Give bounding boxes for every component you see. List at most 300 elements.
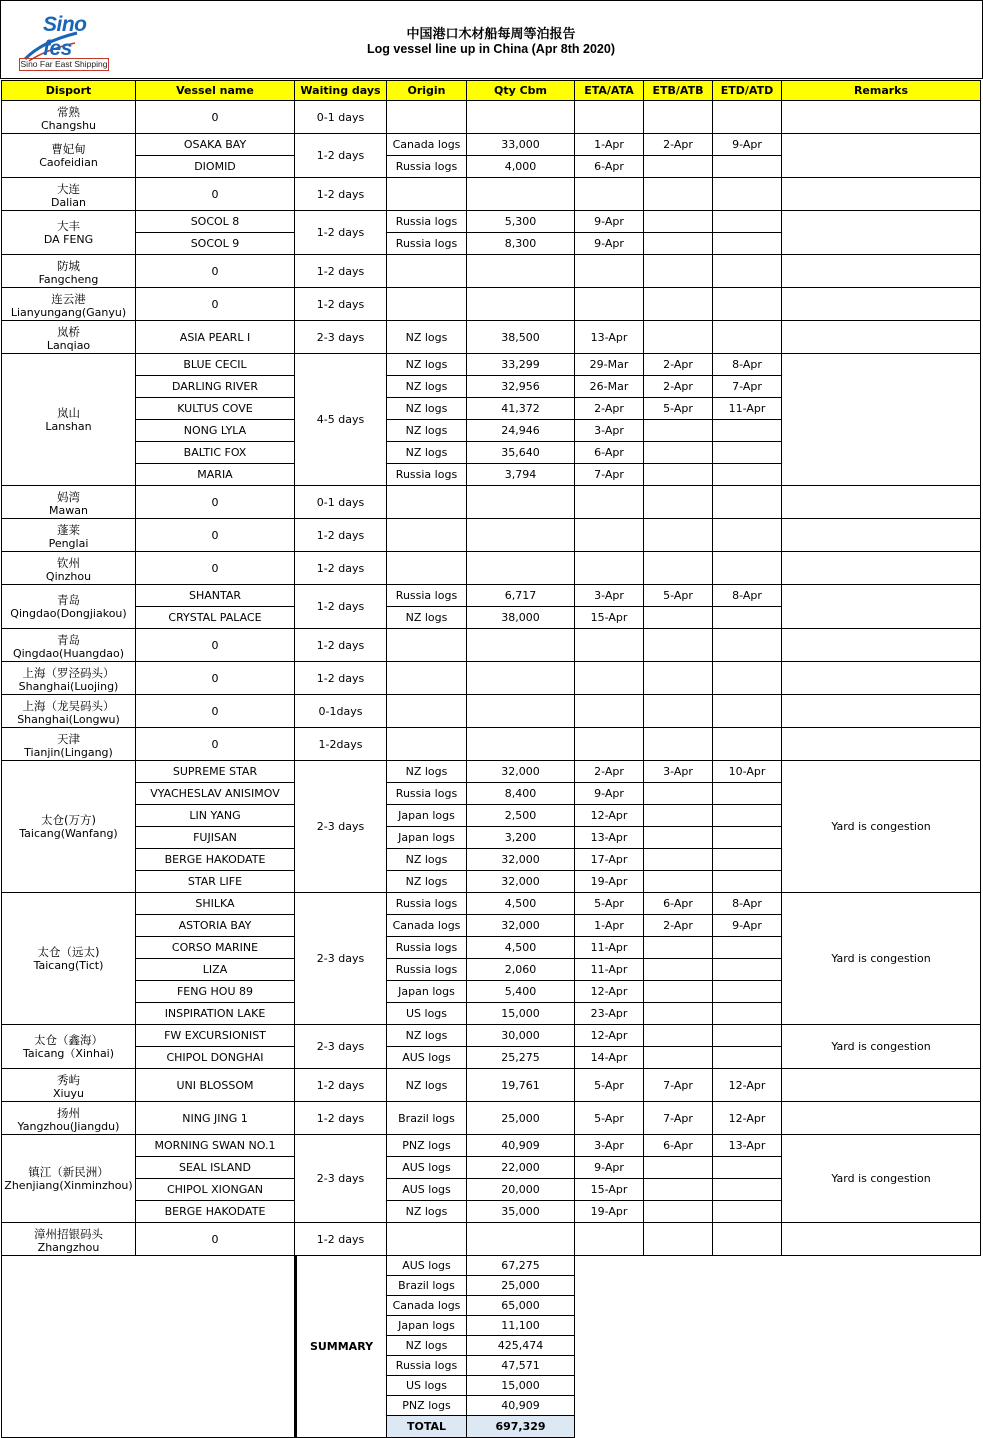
etb-cell [644,178,713,211]
waiting-days-cell: 2-3 days [295,1135,387,1223]
eta-cell: 9-Apr [575,783,644,805]
port-name-english: Lanqiao [46,339,91,352]
column-header-eta: ETA/ATA [575,80,644,101]
vessel-name-cell: FW EXCURSIONIST [136,1025,295,1047]
waiting-days-cell: 1-2 days [295,662,387,695]
etd-cell [713,783,782,805]
vessel-name-cell: INSPIRATION LAKE [136,1003,295,1025]
eta-cell: 1-Apr [575,134,644,156]
etd-cell: 11-Apr [713,398,782,420]
eta-cell: 7-Apr [575,464,644,486]
logo-brand: Sino fes [43,13,87,60]
eta-cell: 17-Apr [575,849,644,871]
qty-cell: 25,000 [467,1102,575,1135]
port-name-english: Fangcheng [38,273,99,286]
port-name-chinese: 防城 [57,259,80,273]
waiting-days-cell: 1-2 days [295,288,387,321]
vessel-name-cell: 0 [136,695,295,728]
eta-cell: 13-Apr [575,827,644,849]
summary-origin-cell: AUS logs [387,1256,467,1276]
qty-cell [467,728,575,761]
etb-cell [644,288,713,321]
remarks-cell [782,211,981,255]
port-name-chinese: 太仓(万方) [41,812,96,827]
etb-cell [644,728,713,761]
summary-qty-cell: 67,275 [467,1256,575,1276]
eta-cell [575,486,644,519]
qty-cell: 40,909 [467,1135,575,1157]
etb-cell [644,486,713,519]
qty-cell: 35,000 [467,1201,575,1223]
etb-cell [644,156,713,178]
origin-cell: NZ logs [387,761,467,783]
disport-cell [1,178,136,211]
eta-cell: 23-Apr [575,1003,644,1025]
port-name-english: Lianyungang(Ganyu) [10,306,127,319]
qty-cell [467,552,575,585]
vessel-name-cell: CRYSTAL PALACE [136,607,295,629]
disport-cell [1,893,136,1025]
origin-cell [387,178,467,211]
vessel-name-cell: ASIA PEARL I [136,321,295,354]
etb-cell: 2-Apr [644,354,713,376]
origin-cell: NZ logs [387,849,467,871]
waiting-days-cell: 1-2 days [295,134,387,178]
origin-cell: Russia logs [387,783,467,805]
eta-cell: 26-Mar [575,376,644,398]
etd-cell [713,233,782,255]
vessel-name-cell: CHIPOL DONGHAI [136,1047,295,1069]
etb-cell [644,233,713,255]
origin-cell [387,552,467,585]
origin-cell [387,629,467,662]
etd-cell [713,1157,782,1179]
summary-origin-cell: US logs [387,1376,467,1396]
etb-cell [644,464,713,486]
qty-cell [467,519,575,552]
vessel-name-cell: STAR LIFE [136,871,295,893]
port-name-english: Xiuyu [52,1087,85,1100]
waiting-days-cell: 2-3 days [295,321,387,354]
etd-cell [713,1047,782,1069]
waiting-days-cell: 0-1 days [295,101,387,134]
disport-cell [1,1025,136,1069]
etb-cell [644,849,713,871]
port-name-chinese: 上海（龙吴码头） [22,699,115,713]
waiting-days-cell: 2-3 days [295,1025,387,1069]
disport-cell [1,486,136,519]
etd-cell: 10-Apr [713,761,782,783]
etd-cell [713,464,782,486]
qty-cell [467,629,575,662]
eta-cell: 9-Apr [575,1157,644,1179]
disport-cell [1,134,136,178]
etb-cell [644,871,713,893]
port-name-chinese: 上海（罗泾码头） [22,666,115,680]
eta-cell: 5-Apr [575,1069,644,1102]
waiting-days-cell: 1-2 days [295,211,387,255]
port-name-chinese: 岚山 [57,405,80,420]
origin-cell: Japan logs [387,805,467,827]
etd-cell [713,442,782,464]
vessel-name-cell: SOCOL 9 [136,233,295,255]
remarks-cell: Yard is congestion [782,1025,981,1069]
vessel-name-cell: 0 [136,728,295,761]
port-name-chinese: 岚桥 [57,325,80,339]
qty-cell: 24,946 [467,420,575,442]
disport-cell [1,761,136,893]
etd-cell [713,695,782,728]
summary-origin-cell: Canada logs [387,1296,467,1316]
etb-cell [644,1179,713,1201]
qty-cell [467,695,575,728]
eta-cell: 6-Apr [575,442,644,464]
disport-cell [1,695,136,728]
qty-cell: 32,956 [467,376,575,398]
etd-cell [713,1201,782,1223]
remarks-cell [782,134,981,178]
vessel-name-cell: SOCOL 8 [136,211,295,233]
etb-cell: 6-Apr [644,1135,713,1157]
etd-cell: 9-Apr [713,915,782,937]
waiting-days-cell: 1-2 days [295,552,387,585]
eta-cell [575,288,644,321]
port-name-english: Qingdao(Huangdao) [12,647,125,660]
origin-cell: NZ logs [387,420,467,442]
vessel-name-cell: 0 [136,178,295,211]
qty-cell: 25,275 [467,1047,575,1069]
waiting-days-cell: 0-1 days [295,486,387,519]
etd-cell [713,1003,782,1025]
etb-cell [644,827,713,849]
etb-cell [644,959,713,981]
vessel-name-cell: SEAL ISLAND [136,1157,295,1179]
eta-cell [575,629,644,662]
qty-cell: 2,500 [467,805,575,827]
disport-cell [1,585,136,629]
qty-cell: 15,000 [467,1003,575,1025]
column-header-origin: Origin [387,80,467,101]
etd-cell [713,629,782,662]
port-name-english: Yangzhou(Jiangdu) [17,1120,120,1133]
eta-cell: 6-Apr [575,156,644,178]
waiting-days-cell: 1-2 days [295,1102,387,1135]
port-name-chinese: 连云港 [51,292,86,306]
eta-cell: 14-Apr [575,1047,644,1069]
etb-cell: 7-Apr [644,1069,713,1102]
origin-cell [387,662,467,695]
vessel-name-cell: NONG LYLA [136,420,295,442]
port-name-english: Dalian [50,196,87,209]
column-header-waiting: Waiting days [295,80,387,101]
etd-cell [713,101,782,134]
etd-cell [713,849,782,871]
waiting-days-cell: 0-1days [295,695,387,728]
vessel-name-cell: ASTORIA BAY [136,915,295,937]
origin-cell: Russia logs [387,959,467,981]
qty-cell [467,178,575,211]
summary-blank [1,1256,295,1438]
eta-cell [575,178,644,211]
origin-cell [387,519,467,552]
eta-cell: 3-Apr [575,1135,644,1157]
port-name-chinese: 常熟 [57,105,80,119]
summary-qty-cell: 65,000 [467,1296,575,1316]
logo-tagline: Sino Far East Shipping [20,59,108,69]
remarks-cell: Yard is congestion [782,1135,981,1223]
remarks-cell [782,255,981,288]
eta-cell: 9-Apr [575,233,644,255]
eta-cell: 1-Apr [575,915,644,937]
qty-cell: 32,000 [467,761,575,783]
vessel-name-cell: BERGE HAKODATE [136,849,295,871]
port-name-chinese: 漳州招银码头 [34,1227,103,1241]
port-name-chinese: 太仓（鑫海） [34,1032,103,1047]
port-name-english: Taicang(Tict) [33,958,104,972]
disport-cell [1,1069,136,1102]
etb-cell: 2-Apr [644,134,713,156]
origin-cell: US logs [387,1003,467,1025]
remarks-cell [782,552,981,585]
eta-cell: 9-Apr [575,211,644,233]
vessel-name-cell: LIN YANG [136,805,295,827]
disport-cell [1,101,136,134]
summary-origin-cell: Japan logs [387,1316,467,1336]
etb-cell: 2-Apr [644,915,713,937]
summary-origin-cell: PNZ logs [387,1396,467,1416]
summary-qty-cell: 40,909 [467,1396,575,1416]
etb-cell: 6-Apr [644,893,713,915]
vessel-name-cell: BERGE HAKODATE [136,1201,295,1223]
waiting-days-cell: 1-2 days [295,178,387,211]
port-name-chinese: 青岛 [57,633,80,647]
origin-cell: Canada logs [387,134,467,156]
origin-cell: Russia logs [387,464,467,486]
disport-cell [1,211,136,255]
remarks-cell [782,1069,981,1102]
vessel-name-cell: BLUE CECIL [136,354,295,376]
disport-cell [1,1223,136,1256]
eta-cell: 19-Apr [575,871,644,893]
etd-cell: 8-Apr [713,585,782,607]
etd-cell [713,486,782,519]
etb-cell [644,695,713,728]
qty-cell [467,101,575,134]
etd-cell [713,728,782,761]
column-header-qty: Qty Cbm [467,80,575,101]
summary-label: SUMMARY [295,1256,387,1438]
etd-cell [713,519,782,552]
origin-cell: Canada logs [387,915,467,937]
qty-cell: 19,761 [467,1069,575,1102]
waiting-days-cell: 1-2 days [295,1069,387,1102]
etd-cell [713,871,782,893]
summary-origin-cell: Brazil logs [387,1276,467,1296]
port-name-english: Penglai [48,537,89,550]
port-name-english: Caofeidian [39,155,98,169]
eta-cell: 5-Apr [575,893,644,915]
origin-cell: NZ logs [387,871,467,893]
port-name-chinese: 蓬莱 [57,523,80,537]
eta-cell [575,255,644,288]
qty-cell: 41,372 [467,398,575,420]
origin-cell [387,728,467,761]
vessel-name-cell: FENG HOU 89 [136,981,295,1003]
vessel-name-cell: CORSO MARINE [136,937,295,959]
origin-cell [387,101,467,134]
vessel-name-cell: DARLING RIVER [136,376,295,398]
remarks-cell: Yard is congestion [782,893,981,1025]
eta-cell [575,101,644,134]
origin-cell: NZ logs [387,1069,467,1102]
etd-cell [713,1025,782,1047]
etd-cell: 9-Apr [713,134,782,156]
qty-cell: 33,000 [467,134,575,156]
port-name-chinese: 太仓（远太) [37,944,100,959]
port-name-english: Qinzhou [45,570,92,583]
remarks-cell [782,1223,981,1256]
origin-cell: Russia logs [387,893,467,915]
vessel-name-cell: FUJISAN [136,827,295,849]
etb-cell [644,805,713,827]
summary-origin-cell: Russia logs [387,1356,467,1376]
disport-cell [1,728,136,761]
eta-cell: 2-Apr [575,761,644,783]
etb-cell [644,1157,713,1179]
etd-cell [713,937,782,959]
remarks-cell [782,519,981,552]
etd-cell [713,959,782,981]
qty-cell: 4,500 [467,893,575,915]
waiting-days-cell: 4-5 days [295,354,387,486]
origin-cell [387,288,467,321]
etb-cell [644,101,713,134]
waiting-days-cell: 1-2 days [295,1223,387,1256]
vessel-name-cell: NING JING 1 [136,1102,295,1135]
port-name-english: Taicang（Xinhai) [22,1046,115,1060]
etb-cell [644,607,713,629]
summary-origin-cell: NZ logs [387,1336,467,1356]
origin-cell: NZ logs [387,1025,467,1047]
qty-cell: 4,000 [467,156,575,178]
remarks-cell [782,178,981,211]
port-name-english: Mawan [49,504,88,517]
disport-cell [1,354,136,486]
origin-cell [387,486,467,519]
origin-cell: Russia logs [387,233,467,255]
port-name-chinese: 青岛 [57,592,80,607]
etd-cell: 13-Apr [713,1135,782,1157]
vessel-name-cell: 0 [136,486,295,519]
eta-cell: 19-Apr [575,1201,644,1223]
etb-cell [644,211,713,233]
etb-cell [644,1223,713,1256]
qty-cell: 38,500 [467,321,575,354]
etb-cell [644,629,713,662]
summary-qty-cell: 15,000 [467,1376,575,1396]
qty-cell [467,662,575,695]
etd-cell [713,211,782,233]
port-name-chinese: 妈湾 [57,490,80,504]
title-chinese: 中国港口木材船每周等泊报告 [406,27,576,42]
vessel-name-cell: SUPREME STAR [136,761,295,783]
port-name-chinese: 秀屿 [57,1073,80,1087]
eta-cell [575,1223,644,1256]
remarks-cell: Yard is congestion [782,761,981,893]
vessel-name-cell: OSAKA BAY [136,134,295,156]
column-header-etb: ETB/ATB [644,80,713,101]
remarks-cell [782,585,981,629]
qty-cell [467,255,575,288]
qty-cell: 2,060 [467,959,575,981]
waiting-days-cell: 2-3 days [295,893,387,1025]
eta-cell [575,519,644,552]
etb-cell [644,1025,713,1047]
column-header-disport: Disport [1,80,136,101]
vessel-name-cell: 0 [136,288,295,321]
origin-cell: PNZ logs [387,1135,467,1157]
eta-cell: 29-Mar [575,354,644,376]
column-header-remarks: Remarks [782,80,981,101]
origin-cell: NZ logs [387,354,467,376]
etd-cell [713,255,782,288]
etb-cell [644,255,713,288]
waiting-days-cell: 1-2 days [295,519,387,552]
eta-cell: 13-Apr [575,321,644,354]
summary-qty-cell: 425,474 [467,1336,575,1356]
waiting-days-cell: 1-2 days [295,585,387,629]
qty-cell: 30,000 [467,1025,575,1047]
qty-cell: 20,000 [467,1179,575,1201]
origin-cell [387,695,467,728]
port-name-chinese: 钦州 [57,556,80,570]
vessel-name-cell: UNI BLOSSOM [136,1069,295,1102]
port-name-english: Lanshan [45,419,92,433]
origin-cell: AUS logs [387,1047,467,1069]
vessel-name-cell: CHIPOL XIONGAN [136,1179,295,1201]
etd-cell [713,607,782,629]
summary-total-qty: 697,329 [467,1416,575,1438]
origin-cell: NZ logs [387,1201,467,1223]
origin-cell: NZ logs [387,607,467,629]
origin-cell: Brazil logs [387,1102,467,1135]
qty-cell: 32,000 [467,849,575,871]
port-name-english: DA FENG [43,232,94,246]
qty-cell: 4,500 [467,937,575,959]
disport-cell [1,288,136,321]
etd-cell [713,1223,782,1256]
waiting-days-cell: 1-2 days [295,629,387,662]
vessel-name-cell: 0 [136,1223,295,1256]
origin-cell: NZ logs [387,398,467,420]
port-name-chinese: 天津 [57,732,80,746]
origin-cell: Russia logs [387,937,467,959]
etd-cell [713,805,782,827]
eta-cell: 15-Apr [575,607,644,629]
vessel-name-cell: MORNING SWAN NO.1 [136,1135,295,1157]
etd-cell [713,178,782,211]
eta-cell: 11-Apr [575,937,644,959]
remarks-cell [782,695,981,728]
etb-cell [644,321,713,354]
qty-cell: 3,200 [467,827,575,849]
qty-cell [467,486,575,519]
vessel-name-cell: 0 [136,629,295,662]
origin-cell: Russia logs [387,211,467,233]
disport-cell [1,552,136,585]
etb-cell [644,1003,713,1025]
vessel-name-cell: MARIA [136,464,295,486]
